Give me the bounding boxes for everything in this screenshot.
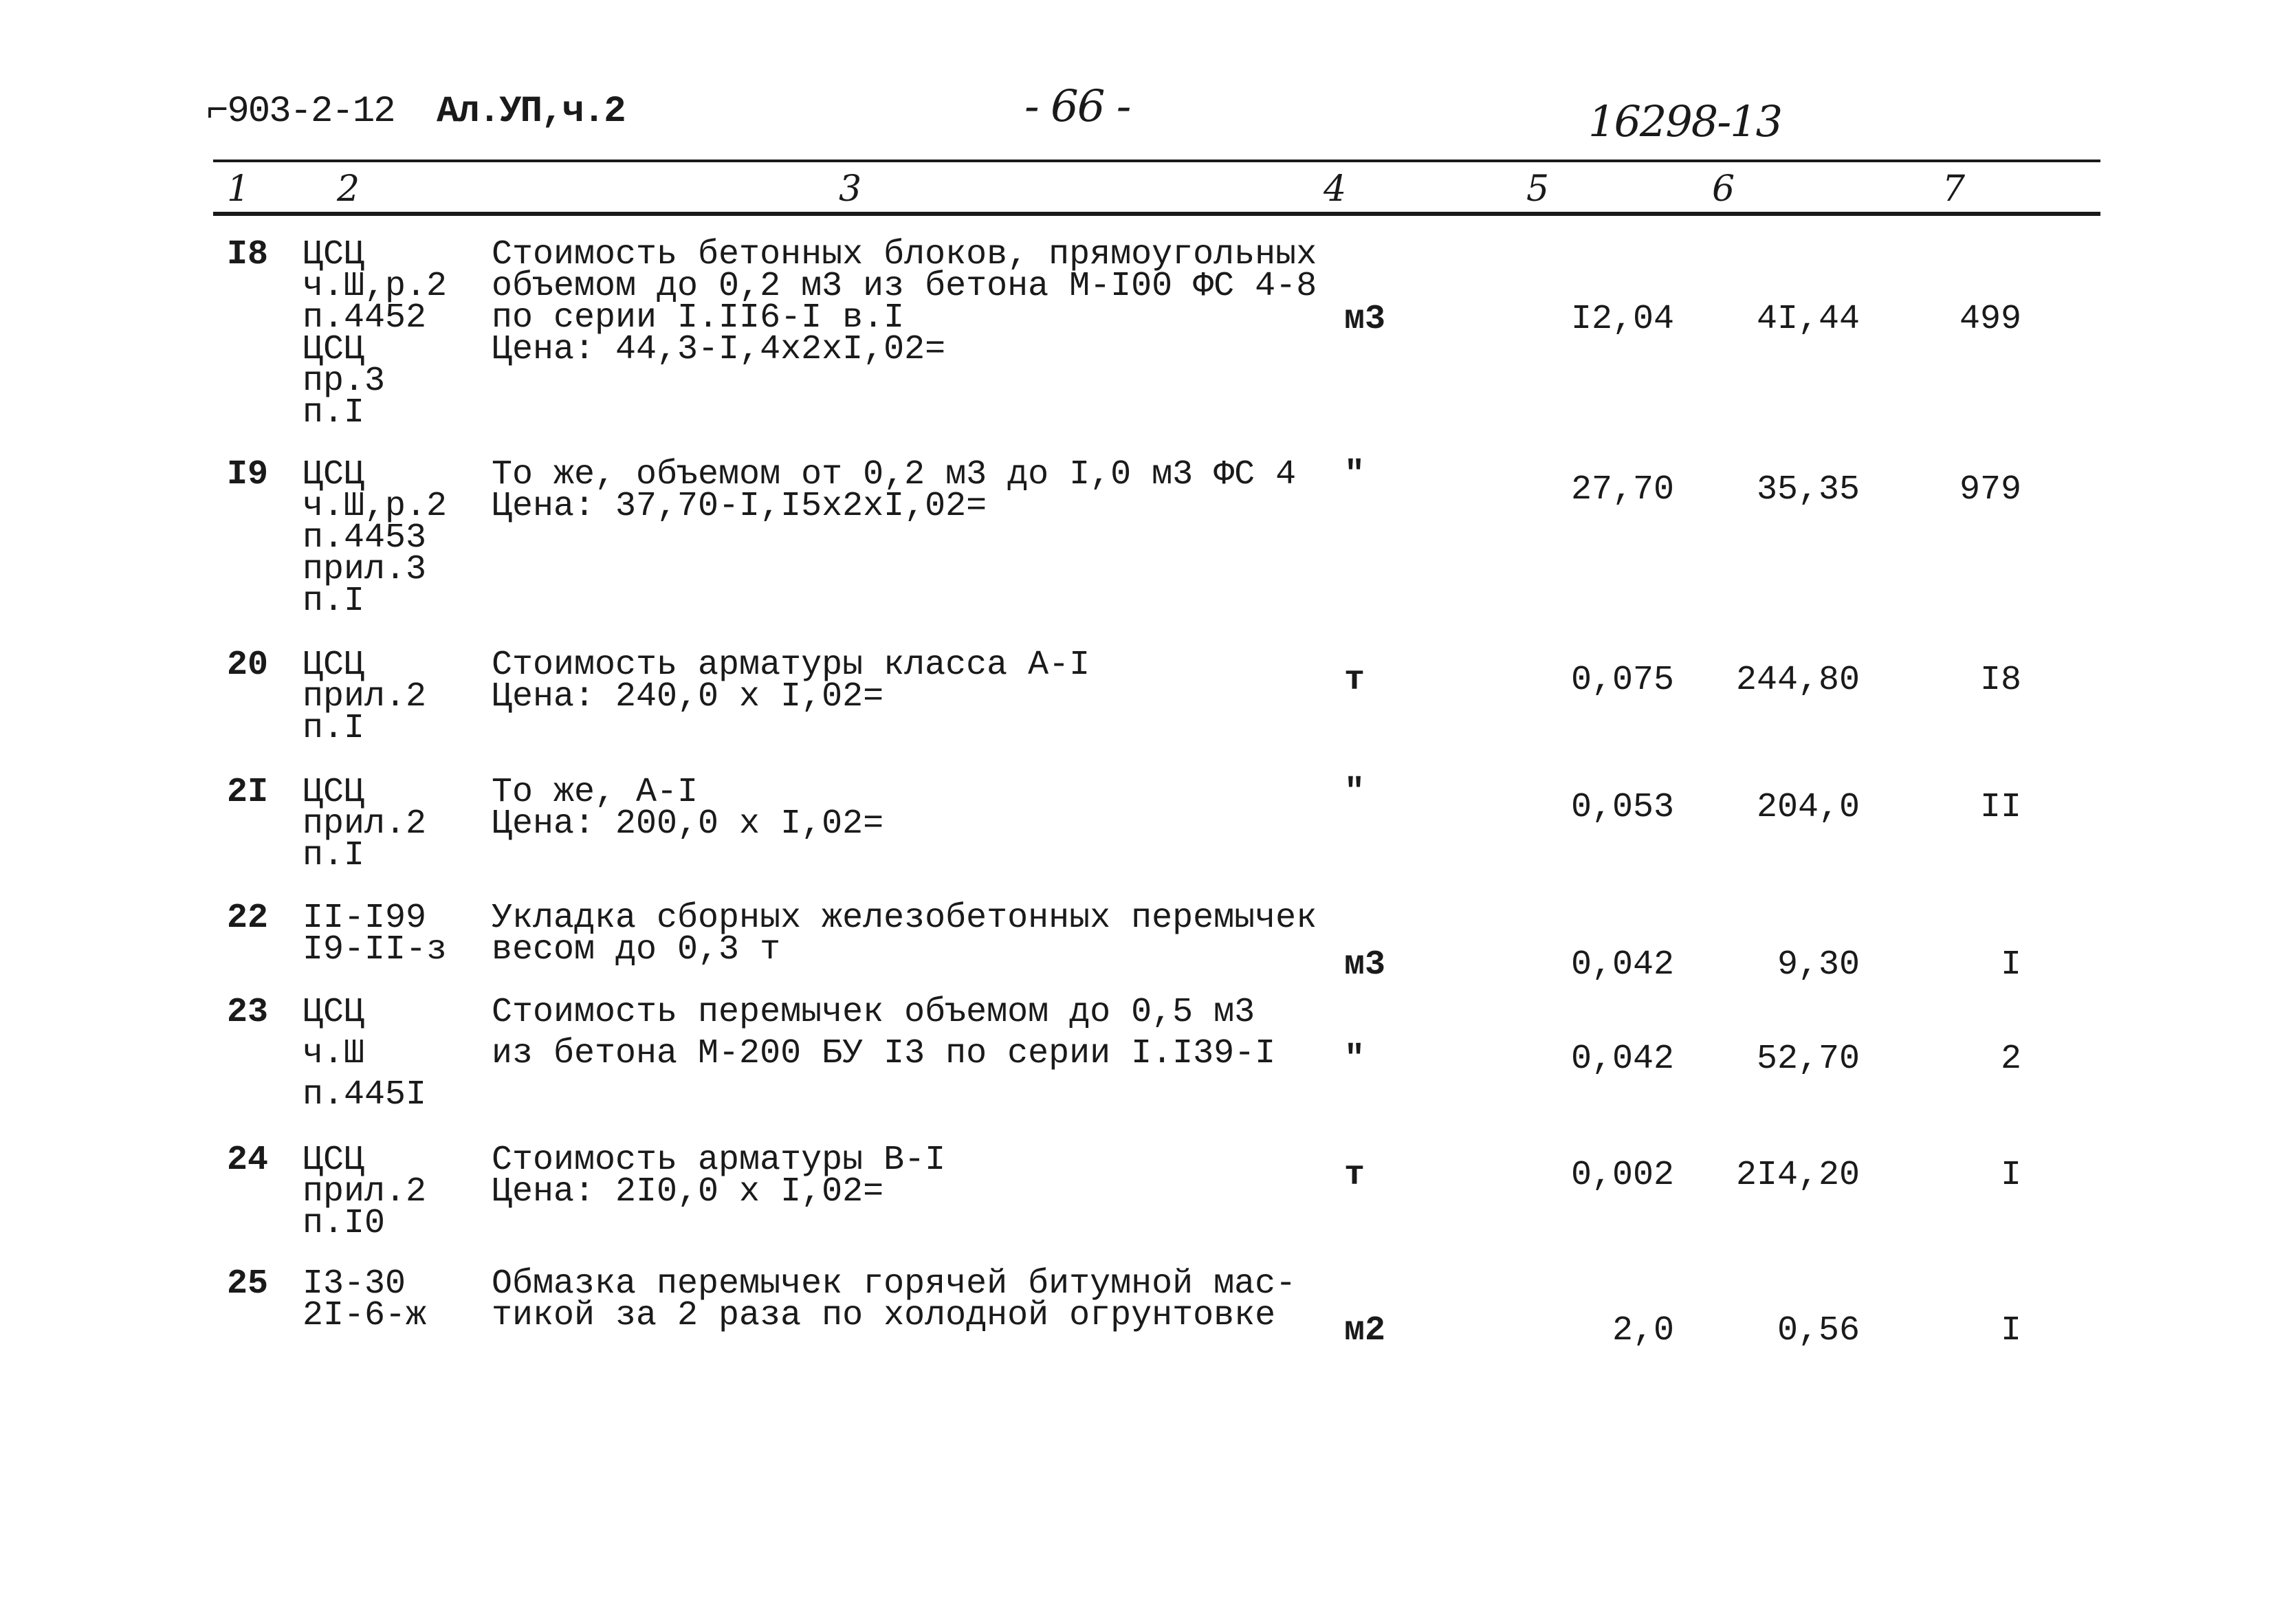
work-description [492,1141,946,1211]
work-description-line: из бетона М-200 БУ I3 по серии I.I39-I [492,1034,1276,1073]
work-description [492,235,1317,369]
total-cost-value: II [1979,788,2021,827]
norm-reference [303,773,427,875]
norm-reference-line: п.4452 [303,298,427,338]
unit-price-value: 204,0 [1756,788,1860,827]
total-cost-value: I8 [1979,661,2021,700]
unit-price-value: 244,80 [1735,661,1860,700]
unit-of-measure: " [1344,773,1365,812]
total-cost-value: 499 [1959,300,2021,339]
row-number: I8 [227,235,269,274]
norm-reference-line: прил.2 [303,677,427,716]
work-description-line: тикой за 2 раза по холодной огрунтовке [492,1296,1276,1335]
unit-price-value: 2I4,20 [1735,1156,1860,1195]
total-cost-value: I [2000,1156,2021,1195]
work-description [492,455,1297,526]
norm-reference-line: ЦСЦ [303,235,365,274]
norm-reference-line: I3-30 [303,1264,406,1304]
quantity-value: 0,075 [1570,661,1674,700]
work-description-line: Стоимость арматуры В-I [492,1141,946,1180]
column-number-5: 5 [1526,168,1550,210]
unit-of-measure: м3 [1344,945,1386,985]
norm-reference [303,235,448,432]
norm-reference-line: ЦСЦ [303,455,365,494]
norm-reference [303,455,448,621]
norm-reference [303,899,448,969]
work-description [492,773,884,844]
norm-reference-line: прил.2 [303,1172,427,1211]
total-cost-value: 979 [1959,470,2021,509]
row-number: 25 [227,1264,269,1304]
total-cost-value: I [2000,1311,2021,1350]
column-number-1: 1 [227,168,250,210]
row-number: 23 [227,993,269,1032]
document-code: ⌐903-2-12 [206,91,395,133]
quantity-value: 2,0 [1612,1311,1674,1350]
norm-reference-line: п.I [303,709,365,748]
norm-reference-line: ч.Ш,р.2 [303,267,448,306]
norm-reference-line: ч.Ш,р.2 [303,487,448,526]
work-description-line: То же, объемом от 0,2 м3 до I,0 м3 ФС 4 [492,455,1297,494]
work-description-line: Цена: 44,3-I,4x2xI,02= [492,330,946,369]
work-description-line: То же, А-I [492,773,699,812]
unit-of-measure: м3 [1344,300,1386,339]
work-description-line: Цена: 37,70-I,I5x2xI,02= [492,487,987,526]
norm-reference-line: ЦСЦ [303,993,365,1032]
norm-reference-line: пр.3 [303,362,386,401]
unit-of-measure: " [1344,1040,1365,1079]
column-number-3: 3 [839,168,862,210]
norm-reference-line: 2I-6-ж [303,1296,427,1335]
row-number: 2I [227,773,269,812]
norm-reference-line: п.I [303,393,365,432]
unit-of-measure: т [1344,1156,1365,1195]
unit-price-value: 4I,44 [1756,300,1860,339]
quantity-value: I2,04 [1570,300,1674,339]
norm-reference [303,1264,427,1335]
work-description-line: Стоимость перемычек объемом до 0,5 м3 [492,993,1255,1032]
norm-reference-line: ЦСЦ [303,1141,365,1180]
quantity-value: 27,70 [1570,470,1674,509]
norm-reference-line: прил.2 [303,804,427,844]
unit-price-value: 52,70 [1756,1040,1860,1079]
work-description-line: Стоимость бетонных блоков, прямоугольных [492,235,1317,274]
row-number: 24 [227,1141,269,1180]
work-description-line: Укладка сборных железобетонных перемычек [492,899,1317,938]
work-description-line: Цена: 200,0 x I,02= [492,804,884,844]
work-description-line: Цена: 2I0,0 x I,02= [492,1172,884,1211]
work-description-line: объемом до 0,2 м3 из бетона М-I00 ФС 4-8 [492,267,1317,306]
norm-reference-line: п.445I [303,1075,427,1115]
work-description-line: Обмазка перемычек горячей битумной мас- [492,1264,1297,1304]
row-number: I9 [227,455,269,494]
work-description [492,993,1276,1079]
column-number-4: 4 [1324,168,1347,210]
norm-reference [303,1141,427,1243]
norm-reference-line: прил.3 [303,550,427,589]
quantity-value: 0,042 [1570,945,1674,985]
work-description [492,1264,1297,1335]
norm-reference-line: II-I99 [303,899,427,938]
row-number: 22 [227,899,269,938]
unit-price-value: 35,35 [1756,470,1860,509]
total-cost-value: 2 [2000,1040,2021,1079]
norm-reference [303,993,427,1121]
norm-reference-line: ЦСЦ [303,773,365,812]
column-number-6: 6 [1712,168,1735,210]
sheet-number: 16298-13 [1588,96,1782,146]
quantity-value: 0,042 [1570,1040,1674,1079]
unit-price-value: 9,30 [1777,945,1860,985]
quantity-value: 0,053 [1570,788,1674,827]
header-bottom-rule [213,212,2100,216]
page-number: - 66 - [1024,81,1130,132]
column-number-2: 2 [337,168,360,210]
total-cost-value: I [2000,945,2021,985]
norm-reference-line: п.I [303,836,365,875]
work-description [492,646,1090,716]
unit-of-measure: " [1344,455,1365,494]
work-description-line: по серии I.II6-I в.I [492,298,905,338]
norm-reference-line: п.I [303,582,365,621]
column-number-7: 7 [1942,168,1966,210]
norm-reference [303,646,427,748]
norm-reference-line: ч.Ш [303,1034,365,1073]
unit-of-measure: м2 [1344,1311,1386,1350]
work-description-line: Цена: 240,0 x I,02= [492,677,884,716]
row-number: 20 [227,646,269,685]
norm-reference-line: п.4453 [303,518,427,558]
work-description-line: весом до 0,3 т [492,930,781,969]
work-description [492,899,1317,969]
norm-reference-line: ЦСЦ [303,646,365,685]
header-top-rule [213,160,2100,162]
album-reference: Ал.УП,ч.2 [437,91,625,133]
unit-of-measure: т [1344,661,1365,700]
norm-reference-line: I9-II-з [303,930,448,969]
work-description-line: Стоимость арматуры класса А-I [492,646,1090,685]
norm-reference-line: п.I0 [303,1204,386,1243]
quantity-value: 0,002 [1570,1156,1674,1195]
unit-price-value: 0,56 [1777,1311,1860,1350]
norm-reference-line: ЦСЦ [303,330,365,369]
